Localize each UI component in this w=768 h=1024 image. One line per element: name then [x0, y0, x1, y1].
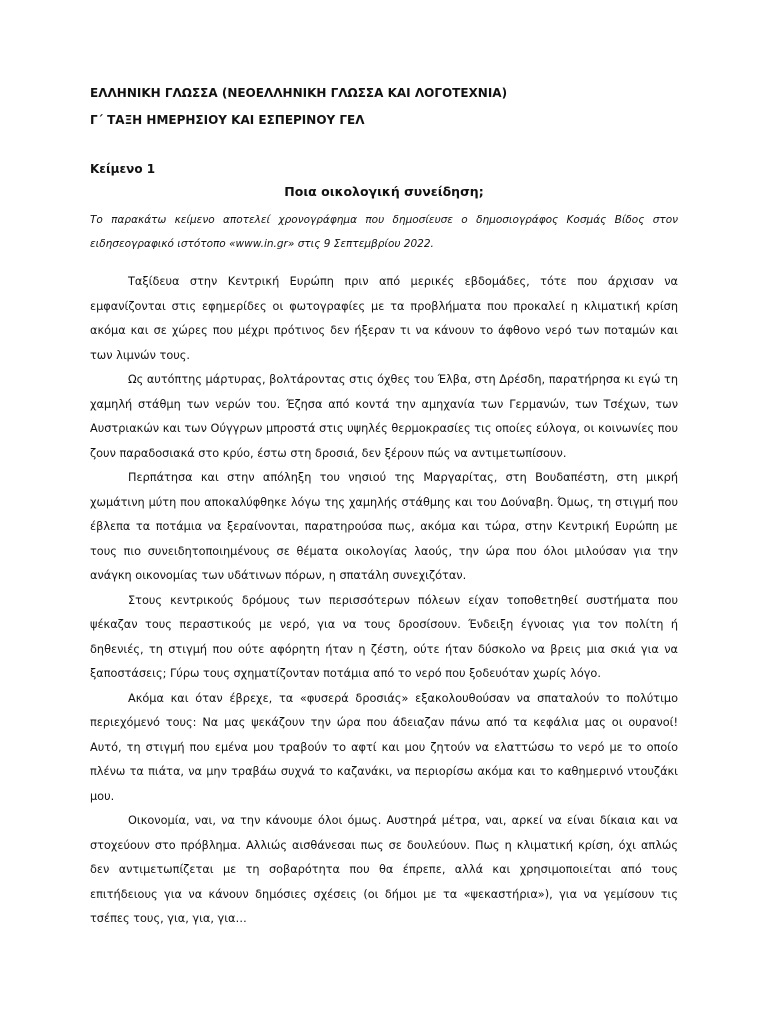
article-intro-note: Το παρακάτω κείμενο αποτελεί χρονογράφημα που δημοσίευσε ο δημοσιογράφος Κοσμάς Βίδος στον ειδησεογραφικό ιστότοπο «www.in.gr» στις 9 Σεπτεμβρίου 2022. [90, 214, 678, 250]
exam-subject-heading: ΕΛΛΗΝΙΚΗ ΓΛΩΣΣΑ (ΝΕΟΕΛΛΗΝΙΚΗ ΓΛΩΣΣΑ ΚΑΙ ΛΟΓΟΤΕΧΝΙΑ) [90, 86, 508, 100]
paragraph-4: Στους κεντρικούς δρόμους των περισσότερων πόλεων είχαν τοποθετηθεί συστήματα που ψέκαζαν τους περαστικούς με νερό, για να τους δροσίσουν. Ένδειξη έγνοιας για τον πολίτη ή δηθενιές, τη στιγμή που ούτε αφόρητη ήταν η ζέστη, ούτε ήταν δύσκολο να βρεις μια σκιά για να ξαποστάσεις; Γύρω τους σχηματίζονταν ποτάμια από το νερό που ξοδευόταν χωρίς λόγο. [90, 593, 678, 680]
article-title: Ποια οικολογική συνείδηση; [284, 184, 484, 199]
paragraph-3: Περπάτησα και στην απόληξη του νησιού της Μαργαρίτας, στη Βουδαπέστη, στη μικρή χωμάτινη μύτη που αποκαλύφθηκε λόγω της χαμηλής στάθμης και του Δούναβη. Όμως, τη στιγμή που έβλεπα τα ποτάμια να ξεραίνονται, παρατηρούσα πως, ακόμα και τώρα, στην Κεντρική Ευρώπη με τους πιο συνειδητοποιημένους σε θέματα οικολογίας λαούς, την ώρα που όλοι μιλούσαν για την ανάγκη οικονομίας των υδάτινων πόρων, η σπατάλη συνεχιζόταν. [90, 471, 678, 582]
exam-class-heading: Γ΄ ΤΑΞΗ ΗΜΕΡΗΣΙΟΥ ΚΑΙ ΕΣΠΕΡΙΝΟΥ ΓΕΛ [90, 113, 365, 127]
text-number-label: Κείμενο 1 [90, 162, 156, 176]
document-page [90, 86, 678, 925]
article-body [90, 270, 678, 932]
paragraph-5: Ακόμα και όταν έβρεχε, τα «φυσερά δροσιάς» εξακολουθούσαν να σπαταλούν το πολύτιμο περιεχόμενό τους: Να μας ψεκάζουν την ώρα που άδειαζαν πάνω από τα κεφάλια μας οι ουρανοί! Αυτό, τη στιγμή που εμένα μου τραβούν το αφτί και μου ζητούν να ελαττώσω το νερό με το οποίο πλένω τα πιάτα, να μην τραβάω συχνά το καζανάκι, να περιορίσω ακόμα και το καθημερινό ντουζάκι μου. [90, 691, 678, 803]
paragraph-2: Ως αυτόπτης μάρτυρας, βολτάροντας στις όχθες του Έλβα, στη Δρέσδη, παρατήρησα κι εγώ τη χαμηλή στάθμη των νερών του. Έζησα από κοντά την αμηχανία των Γερμανών, των Τσέχων, των Αυστριακών και των Ούγγρων μπροστά στις υψηλές θερμοκρασίες τις οποίες εύλογα, οι κοινωνίες που ζουν παραδοσιακά στο κρύο, έστω στη δροσιά, δεν ξέρουν πώς να αντιμετωπίσουν. [90, 373, 678, 460]
paragraph-1: Ταξίδευα στην Κεντρική Ευρώπη πριν από μερικές εβδομάδες, τότε που άρχισαν να εμφανίζονται στις εφημερίδες οι φωτογραφίες με τα προβλήματα που προκαλεί η κλιματική κρίση ακόμα και σε χώρες που μέχρι πρότινος δεν ήξεραν τι να κάνουν το άφθονο νερό των ποταμών και των λιμνών τους. [90, 275, 678, 362]
paragraph-6: Οικονομία, ναι, να την κάνουμε όλοι όμως. Αυστηρά μέτρα, ναι, αρκεί να είναι δίκαια και να στοχεύουν στο πρόβλημα. Αλλιώς αισθάνεσαι πως σε δουλεύουν. Πως η κλιματική κρίση, όχι απλώς δεν αντιμετωπίζεται με τη σοβαρότητα που θα έπρεπε, αλλά και χρησιμοποιείται από τους επιτήδειους για να κάνουν δημόσιες σχέσεις (οι δήμοι με τα «ψεκαστήρια»), για να γεμίσουν τις τσέπες τους, για, για, για… [90, 814, 678, 925]
